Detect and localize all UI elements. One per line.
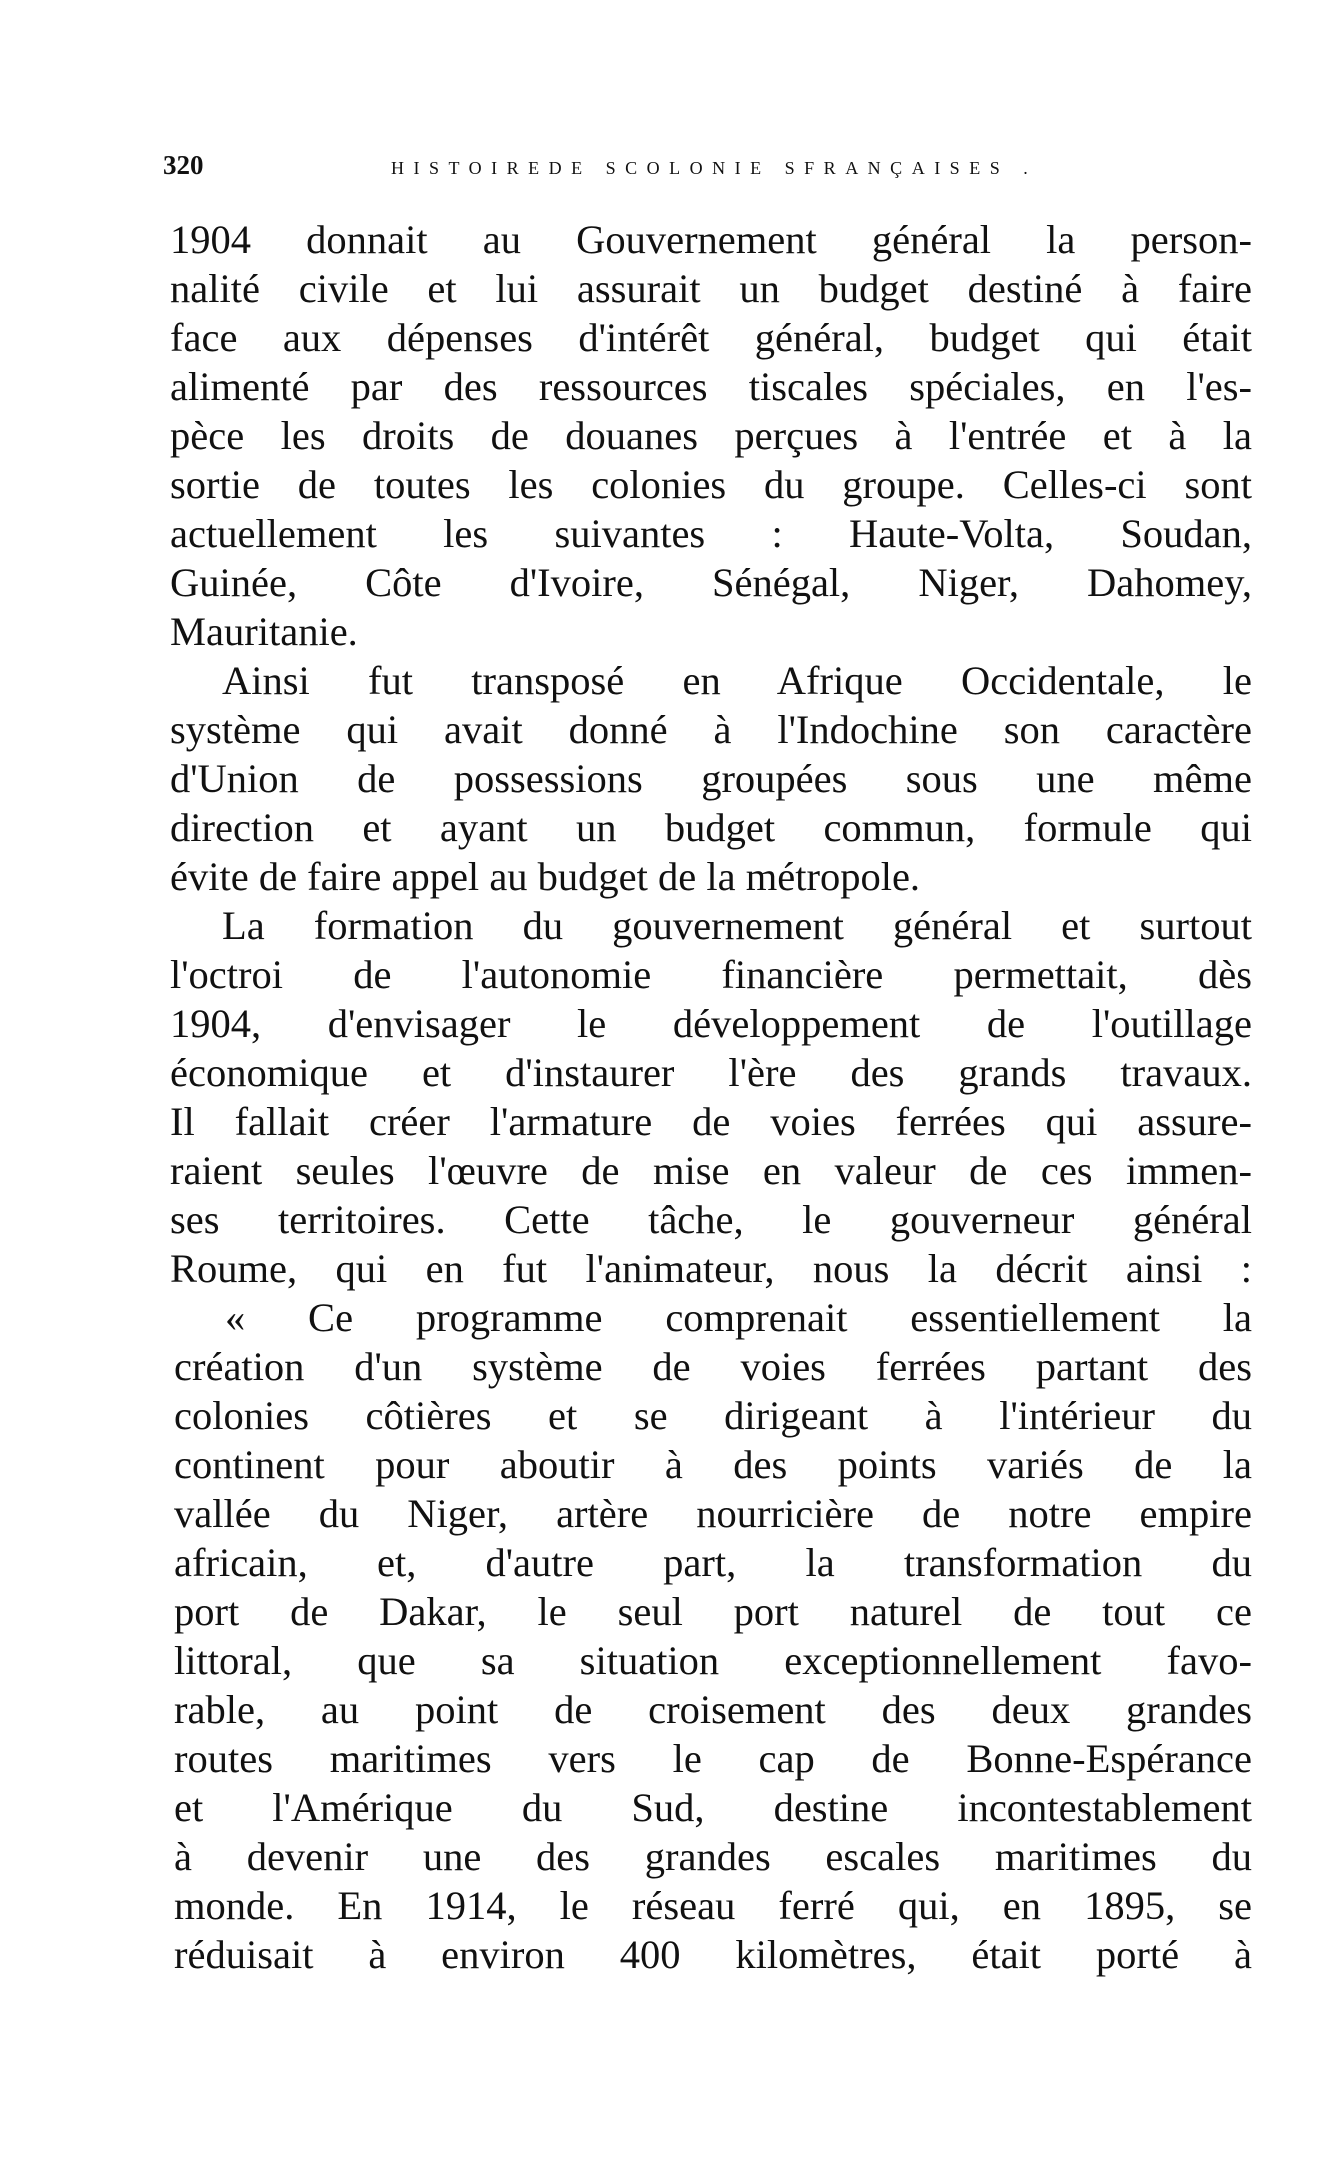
text-line: et l'Amérique du Sud, destine incontestablement xyxy=(174,1785,1252,1830)
text-line: économique et d'instaurer l'ère des grands travaux. xyxy=(170,1050,1252,1095)
page-number: 320 xyxy=(163,150,204,180)
text-line: nalité civile et lui assurait un budget destiné à faire xyxy=(170,266,1252,311)
paragraph-first-line: La formation du gouvernement général et surtout xyxy=(222,903,1252,948)
text-line: africain, et, d'autre part, la transformation du xyxy=(174,1540,1252,1585)
text-line: actuellement les suivantes : Haute-Volta, Soudan, xyxy=(170,511,1252,556)
text-line: colonies côtières et se dirigeant à l'intérieur du xyxy=(174,1393,1252,1438)
body-text xyxy=(170,215,1252,1979)
text-line: Guinée, Côte d'Ivoire, Sénégal, Niger, Dahomey, xyxy=(170,560,1252,605)
quote-first-line: « Ce programme comprenait essentiellement la xyxy=(225,1295,1252,1340)
text-line: création d'un système de voies ferrées partant des xyxy=(174,1344,1252,1389)
text-line: port de Dakar, le seul port naturel de tout ce xyxy=(174,1589,1252,1634)
text-line: Roume, qui en fut l'animateur, nous la décrit ainsi : xyxy=(170,1246,1252,1291)
text-line: pèce les droits de douanes perçues à l'entrée et à la xyxy=(170,413,1252,458)
text-line: rable, au point de croisement des deux grandes xyxy=(174,1687,1252,1732)
text-line: monde. En 1914, le réseau ferré qui, en 1895, se xyxy=(174,1883,1252,1928)
text-line: face aux dépenses d'intérêt général, budget qui était xyxy=(170,315,1252,360)
text-line: réduisait à environ 400 kilomètres, était porté à xyxy=(174,1932,1252,1977)
text-line: d'Union de possessions groupées sous une même xyxy=(170,756,1252,801)
text-line: ses territoires. Cette tâche, le gouverneur général xyxy=(170,1197,1252,1242)
text-line: Il fallait créer l'armature de voies ferrées qui assure- xyxy=(170,1099,1252,1144)
running-title: HISTOIREDE SCOLONIE SFRANÇAISES . xyxy=(391,158,1038,178)
text-line: sortie de toutes les colonies du groupe. Celles-ci sont xyxy=(170,462,1252,507)
text-line: raient seules l'œuvre de mise en valeur de ces immen- xyxy=(170,1148,1252,1193)
text-line: Mauritanie. xyxy=(170,609,358,654)
text-line: à devenir une des grandes escales maritimes du xyxy=(174,1834,1252,1879)
text-line: système qui avait donné à l'Indochine son caractère xyxy=(170,707,1252,752)
text-line: évite de faire appel au budget de la métropole. xyxy=(170,854,921,899)
text-line: 1904, d'envisager le développement de l'outillage xyxy=(170,1001,1252,1046)
text-line: direction et ayant un budget commun, formule qui xyxy=(170,805,1252,850)
text-line: littoral, que sa situation exceptionnellement favo- xyxy=(174,1638,1252,1683)
text-line: l'octroi de l'autonomie financière permettait, dès xyxy=(170,952,1252,997)
text-line: vallée du Niger, artère nourricière de notre empire xyxy=(174,1491,1252,1536)
running-head xyxy=(163,150,1259,190)
paragraph-first-line: Ainsi fut transposé en Afrique Occidentale, le xyxy=(222,658,1252,703)
text-line: 1904 donnait au Gouvernement général la person- xyxy=(170,217,1252,262)
text-line: continent pour aboutir à des points variés de la xyxy=(174,1442,1252,1487)
text-line: alimenté par des ressources tiscales spéciales, en l'es- xyxy=(170,364,1252,409)
text-line: routes maritimes vers le cap de Bonne-Espérance xyxy=(174,1736,1252,1781)
